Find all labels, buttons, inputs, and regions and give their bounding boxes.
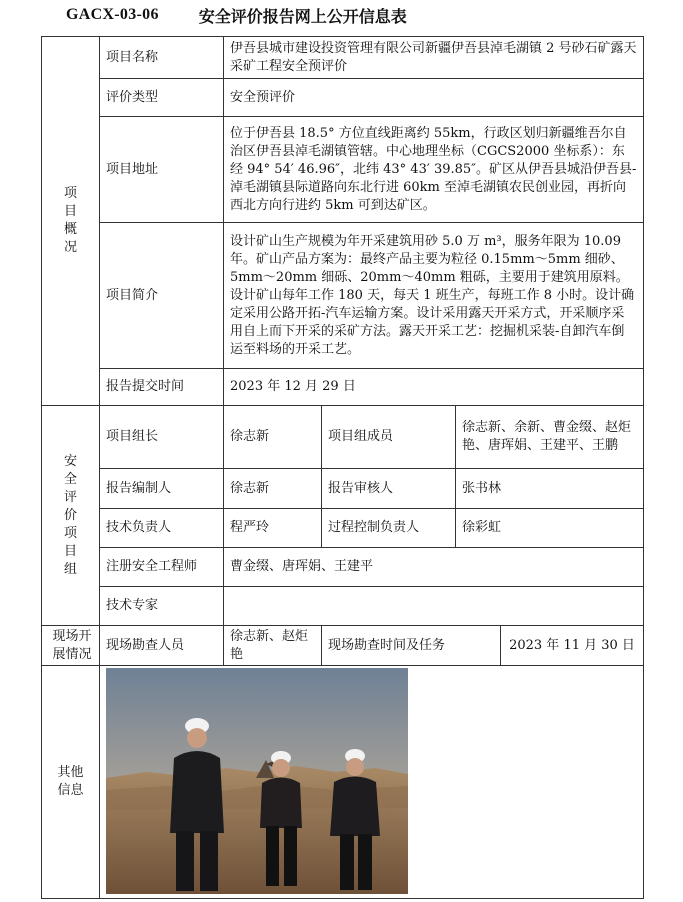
row-project-name (42, 37, 644, 79)
info-table (41, 36, 644, 899)
project-address-value: 位于伊吾县 18.5° 方位直线距离约 55km，行政区划归新疆维吾尔自治区伊吾县淖毛湖镇管辖。中心地理坐标（CGCS2000 坐标系）：东经 94° 54′ 46.96″，北纬 43° 43′ 39.85″。矿区从伊吾县城沿伊吾县-淖毛湖镇县际道路向东北行进 60km 至淖毛湖镇农民创业园，再折向西北方向行进约 5km 可到达矿区。 (224, 117, 644, 223)
members-label: 项目组成员 (322, 406, 456, 469)
reviewer-value: 张书林 (456, 469, 644, 509)
site-staff-label: 现场勘查人员 (100, 626, 224, 666)
compiler-label: 报告编制人 (100, 469, 224, 509)
submit-time-value: 2023 年 12 月 29 日 (224, 369, 644, 406)
members-value: 徐志新、余新、曹金缀、赵炬艳、唐珲娟、王建平、王鹏 (456, 406, 644, 469)
tech-lead-value: 程严玲 (224, 509, 322, 548)
experts-label: 技术专家 (100, 587, 224, 626)
process-value: 徐彩虹 (456, 509, 644, 548)
group-other (42, 666, 100, 899)
experts-value (224, 587, 644, 626)
eval-type-value: 安全预评价 (224, 79, 644, 117)
row-compiler (42, 469, 644, 509)
eval-type-label: 评价类型 (100, 79, 224, 117)
submit-time-label: 报告提交时间 (100, 369, 224, 406)
engineers-value: 曹金缀、唐珲娟、王建平 (224, 548, 644, 587)
group-team-label: 安全评价项目组 (63, 453, 77, 577)
group-overview (42, 37, 100, 406)
document-title: 安全评价报告网上公开信息表 (198, 6, 407, 26)
project-summary-label: 项目简介 (100, 223, 224, 369)
process-label: 过程控制负责人 (322, 509, 456, 548)
site-time-label: 现场勘查时间及任务 (322, 626, 501, 666)
group-site (42, 626, 100, 666)
row-engineers (42, 548, 644, 587)
site-staff-value: 徐志新、赵炬艳 (224, 626, 322, 666)
document-code: GACX-03-06 (66, 6, 159, 23)
row-project-summary (42, 223, 644, 369)
row-submit-time (42, 369, 644, 406)
group-overview-label: 项目概况 (63, 186, 77, 255)
leader-label: 项目组长 (100, 406, 224, 469)
row-site (42, 626, 644, 666)
engineers-label: 注册安全工程师 (100, 548, 224, 587)
leader-value: 徐志新 (224, 406, 322, 469)
row-project-address (42, 117, 644, 223)
project-name-label: 项目名称 (100, 37, 224, 79)
row-team-leader (42, 406, 644, 469)
group-team (42, 406, 100, 626)
reviewer-label: 报告审核人 (322, 469, 456, 509)
row-eval-type (42, 79, 644, 117)
project-address-label: 项目地址 (100, 117, 224, 223)
compiler-value: 徐志新 (224, 469, 322, 509)
document-header (66, 4, 407, 26)
photo-cell (100, 666, 644, 899)
tech-lead-label: 技术负责人 (100, 509, 224, 548)
site-photo (106, 668, 408, 894)
site-time-value: 2023 年 11 月 30 日 (501, 626, 644, 666)
project-summary-value: 设计矿山生产规模为年开采建筑用砂 5.0 万 m³，服务年限为 10.09 年。矿山产品方案为：最终产品主要为粒径 0.15mm～5mm 细砂、5mm～20mm 细砾、20mm～40mm 粗砾，主要用于建筑用原料。设计矿山每年工作 180 天，每天 1 班生产，每班工作 8 小时。设计确定采用公路开拓-汽车运输方案。设计采用露天开采方式，开采顺序采用自上而下开采的采矿方法。露天开采工艺：挖掘机采装-自卸汽车倒运至料场的开采工艺。 (224, 223, 644, 369)
group-site-label: 现场开展情况 (52, 628, 92, 662)
row-other (42, 666, 644, 899)
group-other-label: 其他信息 (57, 765, 84, 798)
row-experts (42, 587, 644, 626)
project-name-value: 伊吾县城市建设投资管理有限公司新疆伊吾县淖毛湖镇 2 号砂石矿露天采矿工程安全预评价 (224, 37, 644, 79)
row-tech-lead (42, 509, 644, 548)
